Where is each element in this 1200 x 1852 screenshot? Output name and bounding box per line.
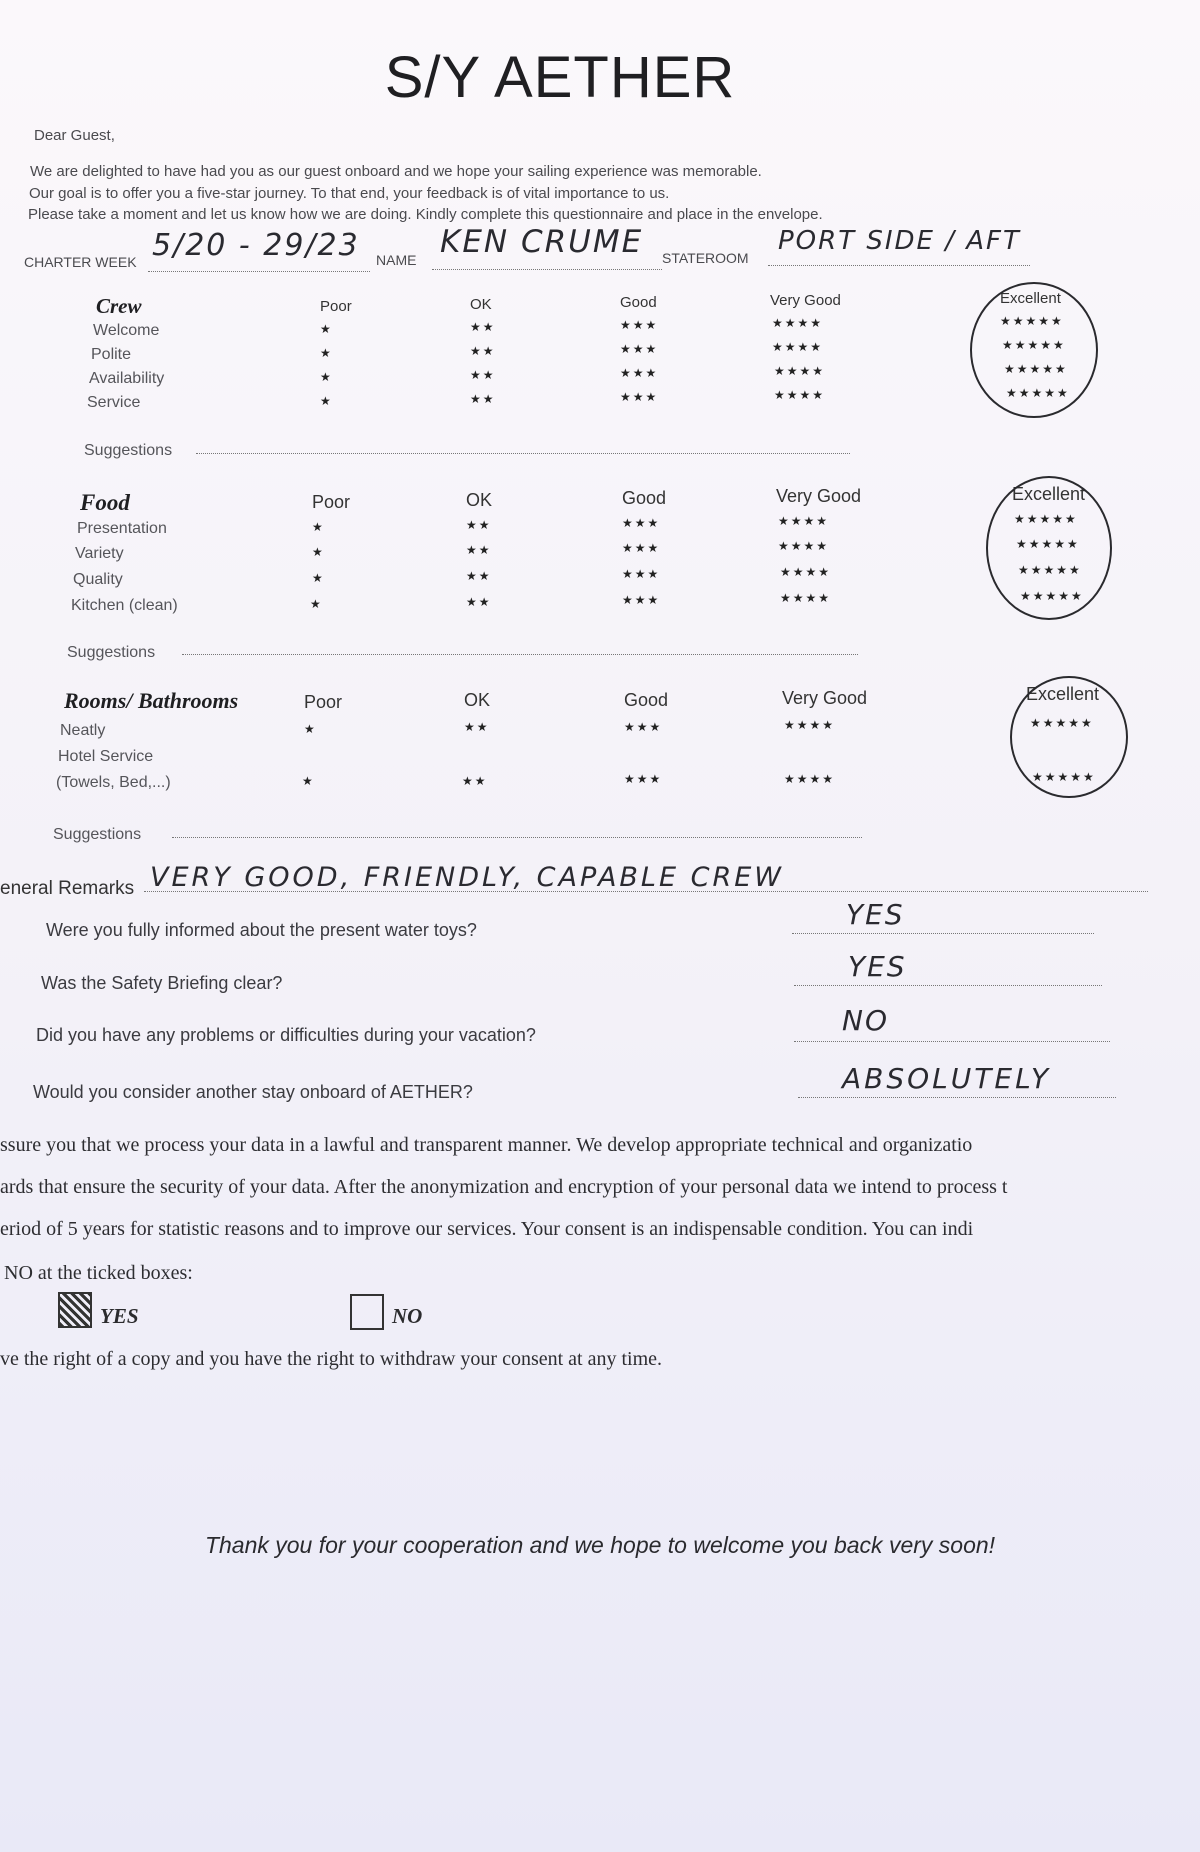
consent-no-label: NO [392,1304,423,1328]
food-row-presentation: Presentation [77,520,167,537]
answer-water-toys[interactable]: YES [846,898,905,931]
question-another-stay: Would you consider another stay onboard of AETHER? [33,1082,473,1102]
rooms-col-excellent: Excellent [1026,684,1100,704]
food-kitchen-poor[interactable]: ★ [310,597,323,611]
charter-week-line [148,270,370,272]
rooms-row-towels-bed: (Towels, Bed,...) [56,774,171,791]
crew-welcome-poor[interactable]: ★ [320,322,333,336]
crew-service-good[interactable]: ★★★ [620,390,659,404]
question-safety-briefing: Was the Safety Briefing clear? [41,973,283,993]
name-line [432,268,662,270]
rooms-neatly-very-good[interactable]: ★★★★ [784,718,836,732]
answer-line-water-toys [792,932,1094,934]
crew-polite-poor[interactable]: ★ [320,346,333,360]
answer-another-stay[interactable]: ABSOLUTELY [842,1062,1052,1095]
crew-service-poor[interactable]: ★ [320,394,333,408]
intro-line-3: Please take a moment and let us know how we are doing. Kindly complete this questionnaire and place in the envelope. [28,206,823,223]
food-presentation-ok[interactable]: ★★ [466,518,492,532]
stateroom-value[interactable]: PORT SIDE / AFT [778,226,1021,256]
intro-line-2: Our goal is to offer you a five-star journey. To that end, your feedback is of vital importance to us. [29,185,670,202]
name-label: NAME [376,252,417,268]
rooms-suggestions-label: Suggestions [53,826,142,843]
crew-service-very-good[interactable]: ★★★★ [774,388,826,402]
legal-line-3: eriod of 5 years for statistic reasons and to improve our services. Your consent is an indispensable condition. You can indi [0,1218,974,1240]
question-problems: Did you have any problems or difficulties during your vacation? [36,1025,536,1045]
answer-line-safety-briefing [794,984,1102,986]
crew-col-poor: Poor [320,298,352,315]
rooms-neatly-ok[interactable]: ★★ [464,720,490,734]
food-variety-poor[interactable]: ★ [312,545,325,559]
consent-yes-checkbox[interactable] [58,1292,92,1328]
legal-footer-line: ve the right of a copy and you have the right to withdraw your consent at any time. [0,1348,663,1370]
name-value[interactable]: KEN CRUME [440,224,644,260]
food-suggestions-line[interactable] [182,653,858,655]
food-kitchen-excellent[interactable]: ★★★★★ [1020,589,1084,603]
rooms-neatly-good[interactable]: ★★★ [624,720,663,734]
food-kitchen-very-good[interactable]: ★★★★ [780,591,832,605]
legal-line-1: ssure you that we process your data in a lawful and transparent manner. We develop appropriate technical and organizatio [0,1134,973,1156]
thank-you-message: Thank you for your cooperation and we hope to welcome you back very soon! [204,1532,996,1558]
crew-row-availability: Availability [89,370,165,387]
answer-line-problems [794,1040,1110,1042]
crew-polite-very-good[interactable]: ★★★★ [772,340,824,354]
food-kitchen-ok[interactable]: ★★ [466,595,492,609]
general-remarks-label: eneral Remarks [0,878,135,899]
food-row-quality: Quality [73,571,123,588]
rooms-row-hotel-service: Hotel Service [58,748,154,765]
rooms-row-neatly: Neatly [60,722,106,739]
food-row-kitchen: Kitchen (clean) [71,597,178,614]
food-col-good: Good [622,488,667,508]
crew-service-excellent[interactable]: ★★★★★ [1006,386,1070,400]
stateroom-line [768,264,1030,266]
food-presentation-excellent[interactable]: ★★★★★ [1014,512,1078,526]
rooms-hotel-ok[interactable]: ★★ [462,774,488,788]
page-title: S/Y AETHER [384,45,736,110]
crew-availability-ok[interactable]: ★★ [470,368,496,382]
crew-polite-excellent[interactable]: ★★★★★ [1002,338,1066,352]
food-col-poor: Poor [312,492,351,512]
crew-welcome-good[interactable]: ★★★ [620,318,659,332]
crew-row-polite: Polite [91,346,132,363]
rooms-neatly-excellent[interactable]: ★★★★★ [1030,716,1094,730]
rooms-suggestions-line[interactable] [172,836,862,838]
food-quality-very-good[interactable]: ★★★★ [780,565,832,579]
food-variety-good[interactable]: ★★★ [622,541,661,555]
food-presentation-very-good[interactable]: ★★★★ [778,514,830,528]
greeting: Dear Guest, [34,127,115,144]
food-quality-ok[interactable]: ★★ [466,569,492,583]
rooms-col-poor: Poor [304,692,343,712]
crew-suggestions-line[interactable] [196,452,850,454]
general-remarks-value[interactable]: VERY GOOD, FRIENDLY, CAPABLE CREW [150,862,784,893]
food-quality-poor[interactable]: ★ [312,571,325,585]
section-title-crew: Crew [96,294,142,318]
rooms-hotel-very-good[interactable]: ★★★★ [784,772,836,786]
question-water-toys: Were you fully informed about the present water toys? [46,920,477,940]
crew-welcome-excellent[interactable]: ★★★★★ [1000,314,1064,328]
crew-service-ok[interactable]: ★★ [470,392,496,406]
crew-col-excellent: Excellent [1000,290,1061,307]
charter-week-value[interactable]: 5/20 - 29/23 [152,228,360,263]
rooms-col-very-good: Very Good [782,688,868,708]
rooms-hotel-good[interactable]: ★★★ [624,772,663,786]
crew-col-very-good: Very Good [770,292,841,309]
crew-col-ok: OK [470,296,492,313]
food-col-excellent: Excellent [1012,484,1086,504]
food-variety-excellent[interactable]: ★★★★★ [1016,537,1080,551]
crew-row-welcome: Welcome [93,322,160,339]
food-presentation-good[interactable]: ★★★ [622,516,661,530]
crew-availability-excellent[interactable]: ★★★★★ [1004,362,1068,376]
answer-problems[interactable]: NO [842,1004,889,1037]
rooms-neatly-poor[interactable]: ★ [304,722,317,736]
legal-line-4: NO at the ticked boxes: [4,1262,193,1284]
crew-availability-good[interactable]: ★★★ [620,366,659,380]
food-variety-very-good[interactable]: ★★★★ [778,539,830,553]
food-presentation-poor[interactable]: ★ [312,520,325,534]
crew-row-service: Service [87,394,141,411]
answer-safety-briefing[interactable]: YES [848,950,907,983]
rooms-hotel-excellent[interactable]: ★★★★★ [1032,770,1096,784]
section-title-food: Food [80,490,130,515]
food-kitchen-good[interactable]: ★★★ [622,593,661,607]
crew-polite-ok[interactable]: ★★ [470,344,496,358]
food-col-very-good: Very Good [776,486,862,506]
rooms-col-good: Good [624,690,669,710]
food-variety-ok[interactable]: ★★ [466,543,492,557]
rooms-hotel-poor[interactable]: ★ [302,774,315,788]
crew-col-good: Good [620,294,657,311]
crew-welcome-very-good[interactable]: ★★★★ [772,316,824,330]
answer-line-another-stay [798,1096,1116,1098]
consent-yes-label: YES [100,1304,139,1328]
crew-availability-very-good[interactable]: ★★★★ [774,364,826,378]
stateroom-label: STATEROOM [662,250,749,266]
rooms-col-ok: OK [464,690,491,710]
food-col-ok: OK [466,490,493,510]
section-title-rooms: Rooms/ Bathrooms [64,688,239,713]
food-quality-excellent[interactable]: ★★★★★ [1018,563,1082,577]
crew-availability-poor[interactable]: ★ [320,370,333,384]
intro-line-1: We are delighted to have had you as our guest onboard and we hope your sailing experience was memorable. [30,163,762,180]
crew-polite-good[interactable]: ★★★ [620,342,659,356]
food-suggestions-label: Suggestions [67,644,156,661]
crew-welcome-ok[interactable]: ★★ [470,320,496,334]
consent-no-checkbox[interactable] [350,1294,384,1330]
food-quality-good[interactable]: ★★★ [622,567,661,581]
food-row-variety: Variety [75,545,124,562]
legal-line-2: ards that ensure the security of your data. After the anonymization and encryption of your personal data we intend to process t [0,1176,1008,1198]
charter-week-label: CHARTER WEEK [24,254,137,270]
crew-suggestions-label: Suggestions [84,442,173,459]
